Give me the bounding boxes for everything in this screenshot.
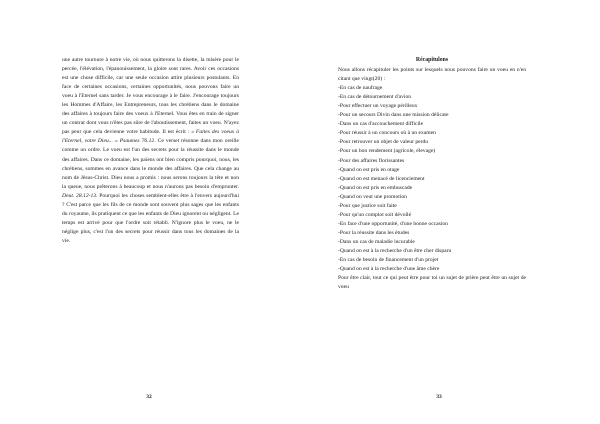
recap-list-item: -Pour effectuer un voyage périlleux <box>338 103 418 110</box>
recap-list-item: -Quand on est pris en otage <box>338 166 400 173</box>
recap-list-item: -Pour que justice soit faite <box>338 202 397 209</box>
right-page <box>300 0 600 424</box>
recap-list-item: -Quand on est à la recherche d'une âme chère <box>338 266 440 273</box>
recap-list <box>338 84 526 274</box>
left-page-body <box>62 56 239 246</box>
recap-list-item: -En face d'une opportunité, d'une bonne occasion <box>338 220 448 227</box>
left-page-number: 32 <box>146 394 152 400</box>
recap-list-item: -Quand on est menacé de licenciement <box>338 175 425 182</box>
right-page-number: 33 <box>436 394 442 400</box>
right-page-body <box>338 56 526 292</box>
emphasis-text: « Faites des voeux à l'Eternel, votre Dieu... » Psaumes 76.12 <box>62 129 240 145</box>
recap-list-item: -Pour un bon rendement (agricole, élevage) <box>338 148 436 155</box>
recap-list-item: -Quand on veut une promotion <box>338 193 407 200</box>
emphasis-text: Deut. 28.12-13 <box>62 192 97 199</box>
section-title: Récapitulons <box>415 57 449 63</box>
left-page-text: une autre tournure à notre vie, où nous quitterons la disette, la misère pour le percée, l'élévation, l'épanouissement, la gloire sont rares. Avoir ces occasions est une chose difficile, car une seule occasion attire plusieurs postulants. En face de certaines occasions, certaines opportunités, nous pouvons faire un voeu à l'Eternel sans tarder. Je vous encourage à le faire. J'encourage toujours les Hommes d'Affaire, les Entrepreneurs, tous les chrétiens dans le domaine des affaires à toujours faire des voeux à l'Eternel. Vous êtes en train de signer un contrat dont vous n'êtes pas sûre de l'aboutissement, faites un voeu. N'ayez pas peur que cela devienne votre habitude. Il est écrit : « Faites des voeux à l'Eternel, votre Dieu... » Psaumes 76.12. Ce verset résonne dans mon oreille comme un ordre. Le voeu est l'un des secrets pour la réussite dans le monde des affaires. Dans ce domaine, les païens ont bien compris pourquoi, nous, les chrétiens, sommes en avance dans le monde des affaires. Que cela change au nom de Jésus-Christ. Dieu nous a promis : nous serons toujours la tête et non la queue, nous prêterons à beaucoup et nous n'aurons pas besoin d'emprunter. Deut. 28.12-13. Pourquoi les choses semblent-elles être à l'envers aujourd'hui ? C'est parce que les fils de ce monde sont souvent plus sages que les enfants du royaume, ils pratiquent ce que les enfants de Dieu ignorent ou négligent. Le temps est arrivé pour que l'ordre soit rétabli. N'ignore plus le voeu, ne le néglige plus, c'est l'un des secrets pour réussir dans tous les domaines de la vie. <box>62 57 240 244</box>
recap-list-item: -En cas de besoin de financement d'un projet <box>338 257 439 264</box>
recap-list-item: -Pour qu'un complot soit dévoilé <box>338 211 412 218</box>
recap-list-item: -Quand on est à la recherche d'un être cher disparu <box>338 247 452 254</box>
recap-list-item: -Pour réussir à un concours où à un examen <box>338 130 436 137</box>
recap-list-item: -Dans un cas d'accouchement difficile <box>338 121 424 128</box>
recap-list-item: -Pour retrouver un objet de valeur perdu <box>338 139 429 146</box>
recap-list-item: -Pour un secours Divin dans une mission délicate <box>338 112 449 119</box>
section-intro: Nous allons récapituler les points sur lesquels nous pouvons faire un voeu en n'en citant que vingt(20) : <box>338 67 526 83</box>
recap-list-item: -Quand on est pris en embuscade <box>338 184 413 191</box>
recap-list-item: -En cas de détournement d'avion <box>338 94 412 101</box>
section-outro: Pour être clair, tout ce qui peut être pour toi un sujet de prière peut être un sujet de voeu <box>338 275 526 291</box>
recap-list-item: -Pour des affaires florissantes <box>338 157 405 164</box>
recap-list-item: -Dans un cas de maladie incurable <box>338 238 415 245</box>
recap-list-item: -Pour la réussite dans les études <box>338 229 410 236</box>
recap-list-item: -En cas de naufrage <box>338 85 383 92</box>
